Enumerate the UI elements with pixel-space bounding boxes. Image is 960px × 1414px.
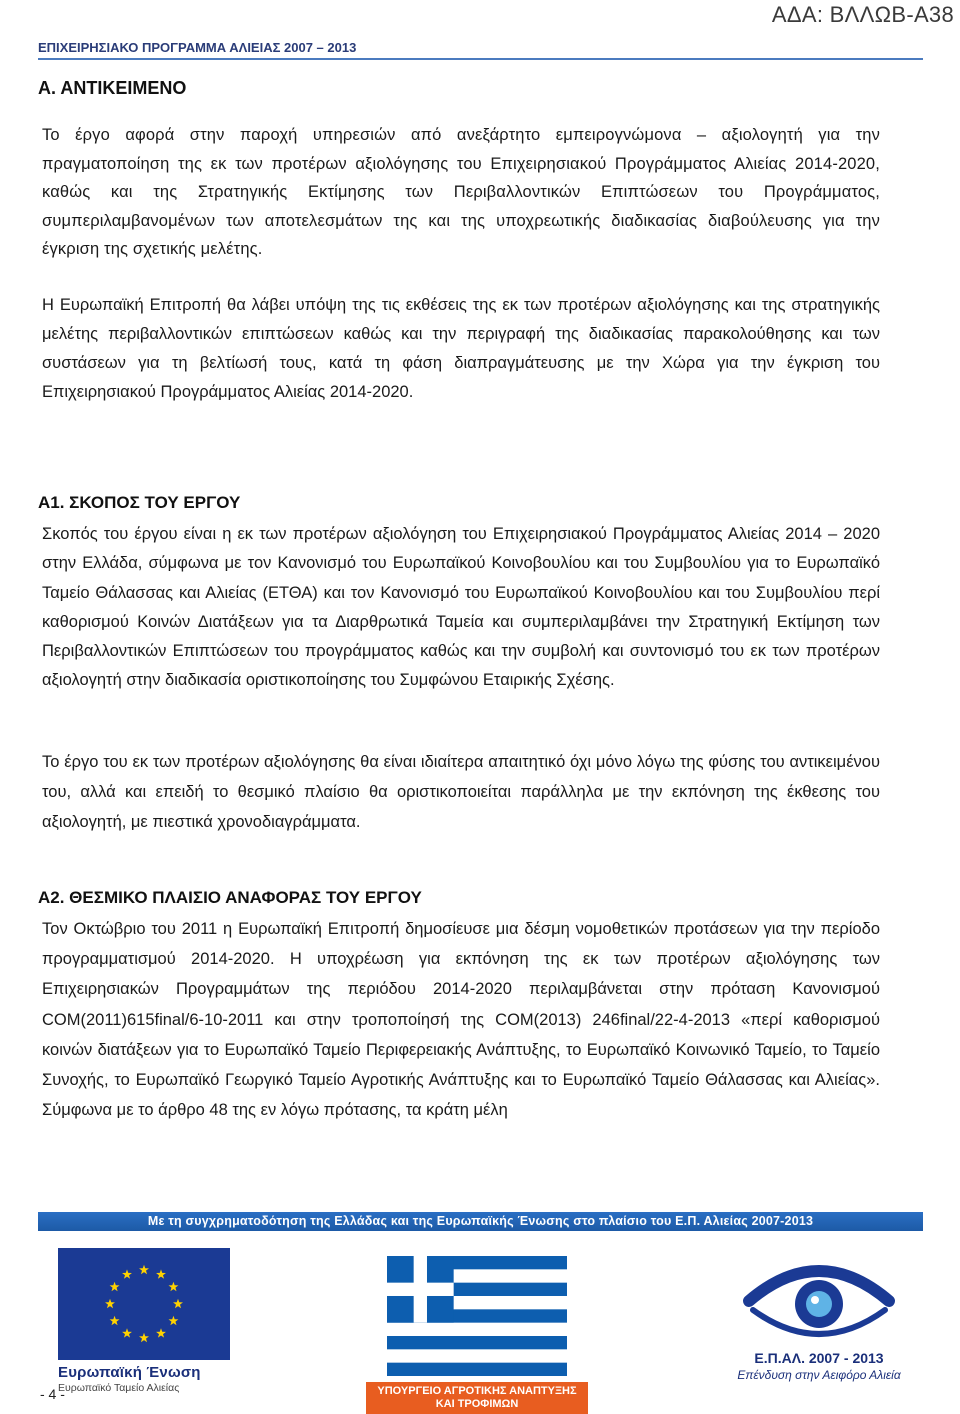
section-a-paragraph-2: Η Ευρωπαϊκή Επιτροπή θα λάβει υπόψη της τις εκθέσεις της εκ των προτέρων αξιολόγησης και της στρατηγικής μελέτης περιβαλλοντικών επιπτώσεων καθώς και την περιγραφή της διαδικασίας παρακολούθησης και των συστάσεων για τη βελτίωσή τους, κατά τη φάση διαπραγμάτευσης με την Χώρα για την έγκριση του Επιχειρησιακού Προγράμματος Αλιείας 2014-2020. (42, 296, 880, 401)
eu-logo (58, 1248, 230, 1394)
section-a2-title: Α2. ΘΕΣΜΙΚΟ ΠΛΑΙΣΙΟ ΑΝΑΦΟΡΑΣ ΤΟΥ ΕΡΓΟΥ (38, 888, 422, 907)
section-a-paragraph-1: Το έργο αφορά στην παροχή υπηρεσιών από ανεξάρτητο εμπειρογνώμονα – αξιολογητή για την πραγματοποίηση της εκ των προτέρων αξιολόγησης του Επιχειρησιακού Προγράμματος Αλιείας 2014-2020, καθώς και της Στρατηγικής Εκτίμησης των Περιβαλλοντικών Επιπτώσεων του Προγράμματος, συμπεριλαμβανομένων των αποτελεσμάτων της και της υποχρεωτικής διαδικασίας διαβούλευσης για την έγκριση της σχετικής μελέτης. (42, 126, 880, 258)
running-header: ΕΠΙΧΕΙΡΗΣΙΑΚΟ ΠΡΟΓΡΑΜΜΑ ΑΛΙΕΙΑΣ 2007 – 2013 (38, 40, 357, 55)
eu-flag-icon (58, 1248, 230, 1360)
section-a2-paragraph-1: Τον Οκτώβριο του 2011 η Ευρωπαϊκή Επιτροπή δημοσίευσε μια δέσμη νομοθετικών προτάσεων για την περίοδο προγραμματισμού 2014-2020. Η υποχρέωση για εκπόνηση της εκ των προτέρων αξιολόγησης των Επιχειρησιακών Προγραμμάτων της περιόδου 2014-2020 περιλαμβάνεται στην πρόταση Κανονισμού COM(2011)615final/6-10-2011 και στην τροποποίησή της COM(2013) 246final/22-4-2013 «περί καθορισμού κοινών διατάξεων για το Ευρωπαϊκό Ταμείο Περιφερειακής Ανάπτυξης, το Ευρωπαϊκό Κοινωνικό Ταμείο, το Ταμείο Συνοχής, το Ευρωπαϊκό Γεωργικό Ταμείο Αγροτικής Ανάπτυξης και το Ευρωπαϊκό Ταμείο Θάλασσας και Αλιείας». Σύμφωνα με το άρθρο 48 της εν λόγω πρότασης, τα κράτη μέλη (42, 920, 880, 1120)
section-a1-title: Α1. ΣΚΟΠΟΣ ΤΟΥ ΕΡΓΟΥ (38, 493, 241, 512)
epal-subtitle: Επένδυση στην Αειφόρο Αλιεία (737, 1368, 901, 1382)
section-a-title: Α. ΑΝΤΙΚΕΙΜΕΝΟ (38, 78, 187, 98)
section-a1-paragraph-1: Σκοπός του έργου είναι η εκ των προτέρων αξιολόγηση του Επιχειρησιακού Προγράμματος Αλιείας 2014 – 2020 στην Ελλάδα, σύμφωνα με τον Κανονισμό του Ευρωπαϊκού Κοινοβουλίου και του Συμβουλίου για το Ευρωπαϊκό Ταμείο Θάλασσας και Αλιείας (ΕΤΘΑ) και τον Κανονισμό του Ευρωπαϊκού Κοινοβουλίου και του Συμβουλίου περί καθορισμού Κοινών Διατάξεων για τα Διαρθρωτικά Ταμεία και συμπεριλαμβάνει την Στρατηγική Εκτίμηση των Περιβαλλοντικών Επιπτώσεων του προγράμματος καθώς και την συμβολή και συντονισμό του εκ των προτέρων αξιολογητή στην διαδικασία οριστικοποίησης του Συμφώνου Εταιρικής Σχέσης. (42, 525, 880, 690)
eu-fund: Ευρωπαϊκό Ταμείο Αλιείας (58, 1382, 180, 1394)
eu-name: Ευρωπαϊκή Ένωση (58, 1364, 201, 1381)
ministry-logo (366, 1256, 588, 1414)
epal-title: Ε.Π.ΑΛ. 2007 - 2013 (754, 1350, 884, 1366)
header-rule (38, 58, 923, 60)
section-a1-paragraph-2: Το έργο του εκ των προτέρων αξιολόγησης θα είναι ιδιαίτερα απαιτητικό όχι μόνο λόγω της φύσης του αντικειμένου του, αλλά και επειδή το θεσμικό πλαίσιο θα οριστικοποιείται παράλληλα με την εκπόνηση της έκθεσης του αξιολογητή, με πιεστικά χρονοδιαγράμματα. (42, 753, 880, 831)
greek-flag-icon (387, 1256, 567, 1376)
cofunding-banner: Με τη συγχρηματοδότηση της Ελλάδας και της Ευρωπαϊκής Ένωσης στο πλαίσιο του Ε.Π. Αλιείας 2007-2013 (38, 1212, 923, 1231)
ada-code: ΑΔΑ: ΒΛΛΩΒ-Α38 (771, 2, 954, 27)
ministry-name: ΥΠΟΥΡΓΕΙΟ ΑΓΡΟΤΙΚΗΣ ΑΝΑΠΤΥΞΗΣ ΚΑΙ ΤΡΟΦΙΜΩΝ (366, 1382, 588, 1414)
eye-logo-icon (739, 1246, 899, 1346)
epal-logo (714, 1246, 924, 1382)
page-number: - 4 - (40, 1386, 65, 1402)
